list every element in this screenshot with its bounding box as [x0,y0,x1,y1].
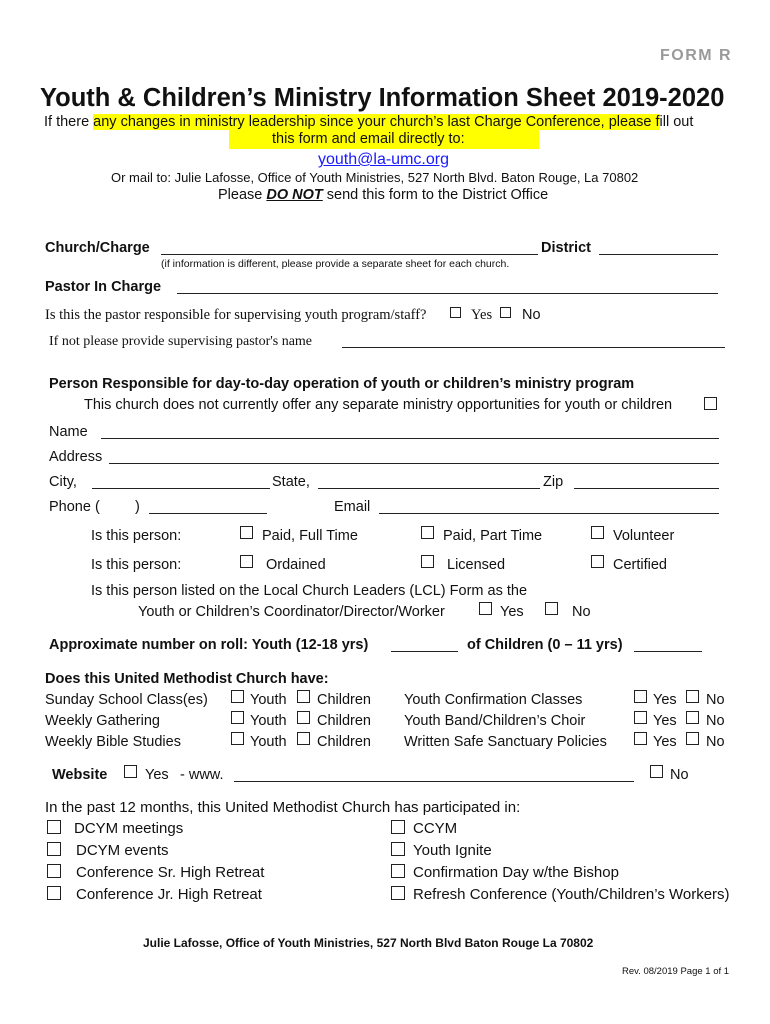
ordained-label: Ordained [266,557,326,573]
district-label: District [541,240,591,256]
sunday-school-children-label: Children [317,692,371,708]
roll-children-field[interactable] [634,651,702,652]
lcl-question-line-2: Youth or Children’s Coordinator/Director/Worker [138,604,445,620]
district-field[interactable] [599,254,718,255]
band-choir-yes-checkbox[interactable] [634,711,647,724]
bible-studies-youth-label: Youth [250,734,287,750]
state-label: State, [272,474,310,490]
zip-field[interactable] [574,488,719,489]
form-label: FORM R [660,47,733,64]
website-field[interactable] [234,781,634,782]
weekly-gathering-children-label: Children [317,713,371,729]
pastor-yes-checkbox[interactable] [450,307,461,318]
bible-studies-children-checkbox[interactable] [297,732,310,745]
pastor-label: Pastor In Charge [45,279,162,295]
safe-sanctuary-label: Written Safe Sanctuary Policies [404,734,607,750]
dcym-meetings-checkbox[interactable] [47,820,61,834]
notice-text-end: send this form to the District Office [322,187,549,203]
intro-line-1 [44,114,693,130]
roll-youth-field[interactable] [391,651,458,652]
zip-label: Zip [543,474,564,490]
notice-text: Please [218,187,267,203]
church-charge-field[interactable] [161,254,538,255]
address-label: Address [49,449,103,465]
safe-sanctuary-no-checkbox[interactable] [686,732,699,745]
revision-label: Rev. 08/2019 Page 1 of 1 [622,966,730,977]
supervising-pastor-label: If not please provide supervising pastor's name [49,334,313,349]
paid-full-time-label: Paid, Full Time [262,528,358,544]
name-label: Name [49,424,88,440]
email-link[interactable]: youth@la-umc.org [318,151,449,168]
website-no-label: No [670,767,689,783]
safe-sanctuary-yes-label: Yes [653,734,677,750]
paid-full-time-checkbox[interactable] [240,526,253,539]
sr-high-retreat-label: Conference Sr. High Retreat [76,864,265,881]
weekly-gathering-label: Weekly Gathering [45,713,160,729]
no-separate-ministry-checkbox[interactable] [704,397,717,410]
safe-sanctuary-yes-checkbox[interactable] [634,732,647,745]
page-title: Youth & Children’s Ministry Information Sheet 2019-2020 [40,84,725,112]
licensed-label: Licensed [447,557,506,573]
website-yes-checkbox[interactable] [124,765,137,778]
person-heading: Person Responsible for day-to-day operation of youth or children’s ministry program [49,376,635,392]
phone-field[interactable] [149,513,267,514]
confirmation-day-label: Confirmation Day w/the Bishop [413,864,619,881]
band-choir-no-label: No [706,713,725,729]
roll-children-label: of Children (0 – 11 yrs) [467,637,623,653]
lcl-question-line-1: Is this person listed on the Local Church Leaders (LCL) Form as the [91,583,528,599]
weekly-gathering-youth-checkbox[interactable] [231,711,244,724]
church-have-heading: Does this United Methodist Church have: [45,671,329,687]
paid-part-time-label: Paid, Part Time [443,528,543,544]
bible-studies-youth-checkbox[interactable] [231,732,244,745]
certified-label: Certified [613,557,667,573]
email-label: Email [334,499,371,515]
mail-address: Or mail to: Julie Lafosse, Office of Youth Ministries, 527 North Blvd. Baton Rouge, La 70802 [111,170,639,185]
bible-studies-label: Weekly Bible Studies [45,734,181,750]
lcl-yes-checkbox[interactable] [479,602,492,615]
band-choir-yes-label: Yes [653,713,677,729]
website-www-label: - www. [180,767,224,783]
bible-studies-children-label: Children [317,734,371,750]
sunday-school-label: Sunday School Class(es) [45,692,208,708]
sunday-school-youth-checkbox[interactable] [231,690,244,703]
paid-part-time-checkbox[interactable] [421,526,434,539]
state-field[interactable] [318,488,540,489]
intro-line-2: this form and email directly to: [272,131,465,147]
footer-address: Julie Lafosse, Office of Youth Ministries, 527 North Blvd Baton Rouge La 70802 [143,936,594,950]
name-field[interactable] [101,438,719,439]
pastor-question: Is this the pastor responsible for supervising youth program/staff? [45,307,427,323]
jr-high-retreat-label: Conference Jr. High Retreat [76,886,262,903]
ordained-checkbox[interactable] [240,555,253,568]
refresh-conference-checkbox[interactable] [391,886,405,900]
participated-heading: In the past 12 months, this United Methodist Church has participated in: [45,799,521,816]
is-person-label-2: Is this person: [91,557,182,573]
city-field[interactable] [92,488,270,489]
volunteer-checkbox[interactable] [591,526,604,539]
phone-paren-close: ) [135,499,140,515]
intro-text-end: ill out [659,114,694,130]
ccym-checkbox[interactable] [391,820,405,834]
church-note: (if information is different, please provide a separate sheet for each church. [161,258,510,270]
lcl-no-label: No [572,604,591,620]
pastor-no-checkbox[interactable] [500,307,511,318]
confirmation-classes-no-label: No [706,692,725,708]
sr-high-retreat-checkbox[interactable] [47,864,61,878]
confirmation-day-checkbox[interactable] [391,864,405,878]
certified-checkbox[interactable] [591,555,604,568]
no-separate-ministry: This church does not currently offer any separate ministry opportunities for youth or children [84,397,673,413]
refresh-conference-label: Refresh Conference (Youth/Children’s Workers) [413,886,730,903]
address-field[interactable] [109,463,719,464]
phone-label: Phone ( [49,499,100,515]
sunday-school-children-checkbox[interactable] [297,690,310,703]
district-notice [218,187,548,203]
safe-sanctuary-no-label: No [706,734,725,750]
lcl-no-checkbox[interactable] [545,602,558,615]
band-choir-label: Youth Band/Children’s Choir [404,713,586,729]
intro-highlight: any changes in ministry leadership since your church’s last Charge Conference, please f [93,114,660,130]
confirmation-classes-yes-label: Yes [653,692,677,708]
website-yes-label: Yes [145,767,169,783]
pastor-no-label: No [522,307,541,323]
dcym-events-label: DCYM events [76,842,169,859]
dcym-events-checkbox[interactable] [47,842,61,856]
youth-ignite-label: Youth Ignite [413,842,492,859]
is-person-label-1: Is this person: [91,528,182,544]
confirmation-classes-label: Youth Confirmation Classes [404,692,583,708]
intro-text: If there [44,114,94,130]
website-no-checkbox[interactable] [650,765,663,778]
notice-emphasis: DO NOT [266,187,323,203]
confirmation-classes-yes-checkbox[interactable] [634,690,647,703]
pastor-yes-label: Yes [471,307,493,323]
licensed-checkbox[interactable] [421,555,434,568]
website-label: Website [52,767,108,783]
pastor-field[interactable] [177,293,718,294]
supervising-pastor-field[interactable] [342,347,725,348]
church-charge-label: Church/Charge [45,240,150,256]
lcl-yes-label: Yes [500,604,524,620]
jr-high-retreat-checkbox[interactable] [47,886,61,900]
band-choir-no-checkbox[interactable] [686,711,699,724]
sunday-school-youth-label: Youth [250,692,287,708]
city-label: City, [49,474,77,490]
roll-youth-label: Approximate number on roll: Youth (12-18 yrs) [49,637,369,653]
volunteer-label: Volunteer [613,528,675,544]
weekly-gathering-children-checkbox[interactable] [297,711,310,724]
confirmation-classes-no-checkbox[interactable] [686,690,699,703]
ccym-label: CCYM [413,820,458,837]
dcym-meetings-label: DCYM meetings [74,820,184,837]
weekly-gathering-youth-label: Youth [250,713,287,729]
email-field[interactable] [379,513,719,514]
youth-ignite-checkbox[interactable] [391,842,405,856]
